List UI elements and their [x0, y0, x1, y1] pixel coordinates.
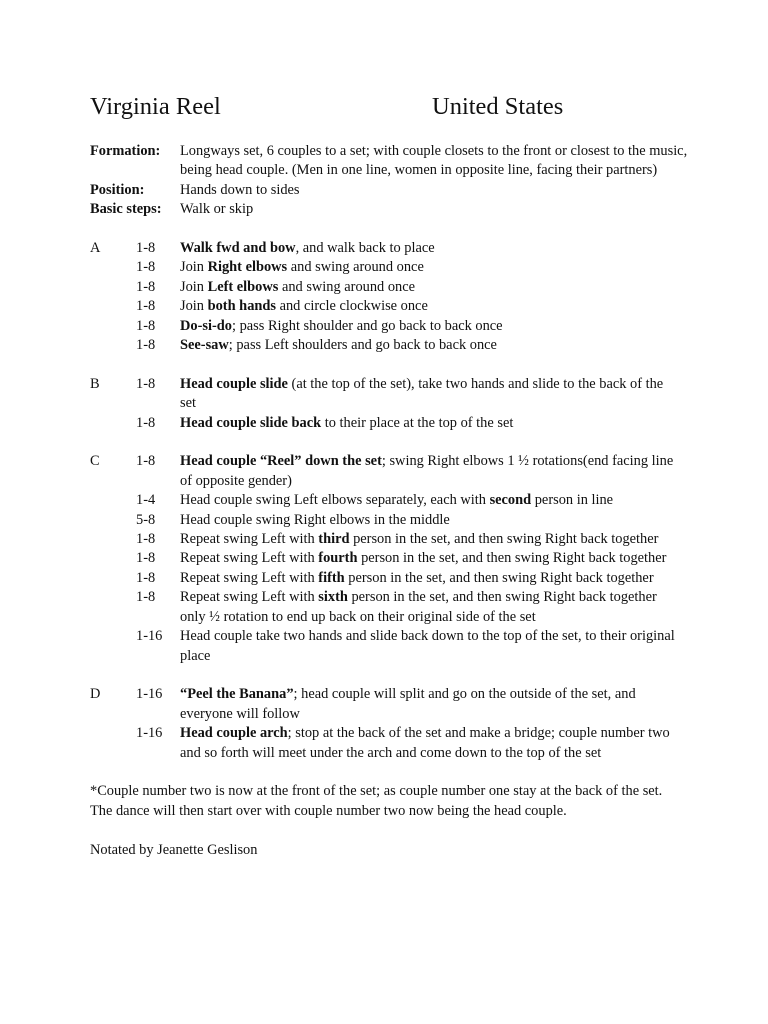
step-row: [90, 627, 690, 666]
step-text: Repeat swing Left with: [180, 589, 319, 606]
step-count: 1-16: [136, 725, 163, 742]
step-text: ; swing Right elbows 1 ½ rotations(end facing line of opposite gender): [180, 453, 674, 489]
step-row: [90, 452, 690, 491]
step-text: (at the top of the set), take two hands and slide to the back of the set: [180, 375, 664, 412]
step-text-bold: Left elbows: [207, 278, 279, 295]
step-count: 5-8: [136, 511, 156, 528]
step-row: [90, 588, 690, 627]
step-row: [90, 278, 690, 297]
step-text-bold: Do-si-do: [180, 317, 232, 334]
step-count: 1-8: [136, 259, 156, 276]
step-description: [180, 724, 680, 763]
step-count: 1-8: [136, 337, 156, 354]
info-text: Walk or skip: [180, 201, 254, 218]
step-row: [90, 336, 690, 355]
step-text: and circle clockwise once: [276, 298, 428, 315]
step-text-bold: Right elbows: [207, 259, 288, 276]
step-description: [180, 511, 680, 530]
step-text-bold: “Peel the Banana”: [180, 686, 294, 703]
step-row: [90, 375, 690, 414]
step-text-bold: third: [318, 531, 350, 548]
step-description: [180, 414, 680, 433]
step-count: 1-4: [136, 492, 156, 509]
step-row: [90, 685, 690, 724]
section-label: D: [90, 686, 101, 703]
step-row: [90, 258, 690, 277]
step-description: [180, 549, 680, 568]
step-count: 1-8: [136, 589, 156, 606]
info-block: [90, 142, 690, 220]
info-text: Longways set, 6 couples to a set; with couple closets to the front or closest to the music, being head couple. (Men in one line, women in opposite line, facing their partners): [180, 143, 688, 179]
step-row: [90, 414, 690, 433]
step-text-bold: Head couple slide back: [180, 414, 322, 431]
section-b: [90, 375, 690, 433]
info-row-formation: [90, 142, 690, 181]
step-text: Head couple take two hands and slide back down to the top of the set, to their original place: [180, 628, 675, 664]
step-count: 1-8: [136, 550, 156, 567]
step-text: Repeat swing Left with: [180, 531, 319, 548]
section-c: [90, 452, 690, 665]
step-description: [180, 491, 680, 510]
step-count: 1-16: [136, 628, 163, 645]
step-description: [180, 588, 680, 627]
title-row: [90, 92, 690, 126]
step-text-bold: sixth: [318, 589, 348, 606]
info-label: Formation:: [90, 143, 161, 159]
step-description: [180, 569, 680, 588]
step-row: [90, 530, 690, 549]
step-text: Repeat swing Left with: [180, 550, 319, 567]
step-text: person in the set, and then swing Right back together: [357, 550, 667, 567]
step-text-bold: fourth: [318, 550, 358, 567]
step-row: [90, 239, 690, 258]
credit-line: Notated by Jeanette Geslison: [90, 841, 258, 858]
step-count: 1-8: [136, 453, 156, 470]
spacer: [90, 220, 690, 239]
step-text: Join: [180, 259, 208, 276]
step-text: to their place at the top of the set: [321, 414, 514, 431]
step-row: [90, 297, 690, 316]
step-text-bold: Head couple slide: [180, 375, 288, 392]
step-description: [180, 278, 680, 297]
step-text: ; head couple will split and go on the outside of the set, and everyone will follow: [180, 686, 636, 722]
spacer: [90, 355, 690, 374]
step-text: person in the set, and then swing Right back together only ½ rotation to end up back on their original side of the set: [180, 589, 657, 625]
dance-sections: [90, 220, 690, 763]
step-description: [180, 530, 680, 549]
step-description: [180, 627, 680, 666]
info-label: Position:: [90, 181, 145, 198]
info-label: Basic steps:: [90, 201, 162, 218]
step-text-bold: second: [489, 492, 532, 509]
spacer: [90, 763, 690, 782]
step-text-bold: Walk fwd and bow: [180, 240, 296, 257]
step-text: ; pass Right shoulder and go back to back once: [231, 317, 503, 334]
dance-country: United States: [432, 93, 564, 120]
step-text: Join: [180, 278, 208, 295]
section-d: [90, 685, 690, 763]
section-label: C: [90, 453, 100, 470]
step-description: [180, 336, 680, 355]
section-label: B: [90, 375, 100, 392]
spacer: [90, 821, 690, 840]
step-count: 1-8: [136, 531, 156, 548]
step-description: [180, 239, 680, 258]
step-text: , and walk back to place: [295, 240, 435, 257]
step-row: [90, 511, 690, 530]
step-row: [90, 569, 690, 588]
info-text: Hands down to sides: [180, 181, 300, 198]
step-description: [180, 317, 680, 336]
step-count: 1-8: [136, 569, 156, 586]
step-text: ; stop at the back of the set and make a bridge; couple number two and so forth will meet under the arch and come down to the top of the set: [180, 725, 670, 761]
section-label: A: [90, 240, 101, 257]
step-row: [90, 724, 690, 763]
step-count: 1-16: [136, 686, 163, 703]
step-description: [180, 297, 680, 316]
step-row: [90, 549, 690, 568]
step-count: 1-8: [136, 240, 156, 257]
step-text: person in the set, and then swing Right back together: [344, 569, 654, 586]
step-text: Head couple swing Right elbows in the middle: [180, 511, 450, 528]
step-text: ; pass Left shoulders and go back to back once: [228, 337, 497, 354]
step-text-bold: See-saw: [180, 337, 229, 354]
step-text: and swing around once: [287, 259, 424, 276]
step-text-bold: both hands: [207, 298, 276, 315]
step-text: and swing around once: [278, 278, 416, 295]
step-text: Repeat swing Left with: [180, 569, 319, 586]
spacer: [90, 433, 690, 452]
dance-title: Virginia Reel: [90, 93, 221, 120]
step-count: 1-8: [136, 414, 156, 431]
step-text: person in the set, and then swing Right back together: [349, 531, 659, 548]
info-row-basic-steps: [90, 200, 690, 219]
spacer: [90, 666, 690, 685]
step-text: Join: [180, 298, 208, 315]
step-row: [90, 491, 690, 510]
step-count: 1-8: [136, 278, 156, 295]
step-count: 1-8: [136, 317, 156, 334]
step-description: [180, 258, 680, 277]
step-count: 1-8: [136, 298, 156, 315]
step-description: [180, 452, 680, 491]
step-text-bold: Head couple “Reel” down the set: [180, 453, 382, 470]
step-description: [180, 685, 680, 724]
step-row: [90, 317, 690, 336]
info-row-position: [90, 181, 690, 200]
step-text: Head couple swing Left elbows separately, each with: [180, 492, 490, 509]
step-description: [180, 375, 680, 414]
section-a: [90, 239, 690, 355]
document-body: [90, 142, 690, 860]
step-text: person in line: [531, 492, 614, 509]
step-text-bold: Head couple arch: [180, 725, 288, 742]
step-count: 1-8: [136, 375, 156, 392]
closing-note: *Couple number two is now at the front of the set; as couple number one stay at the back of the set. The dance will then start over with couple number two now being the head couple.: [90, 783, 663, 819]
step-text-bold: fifth: [318, 569, 345, 586]
